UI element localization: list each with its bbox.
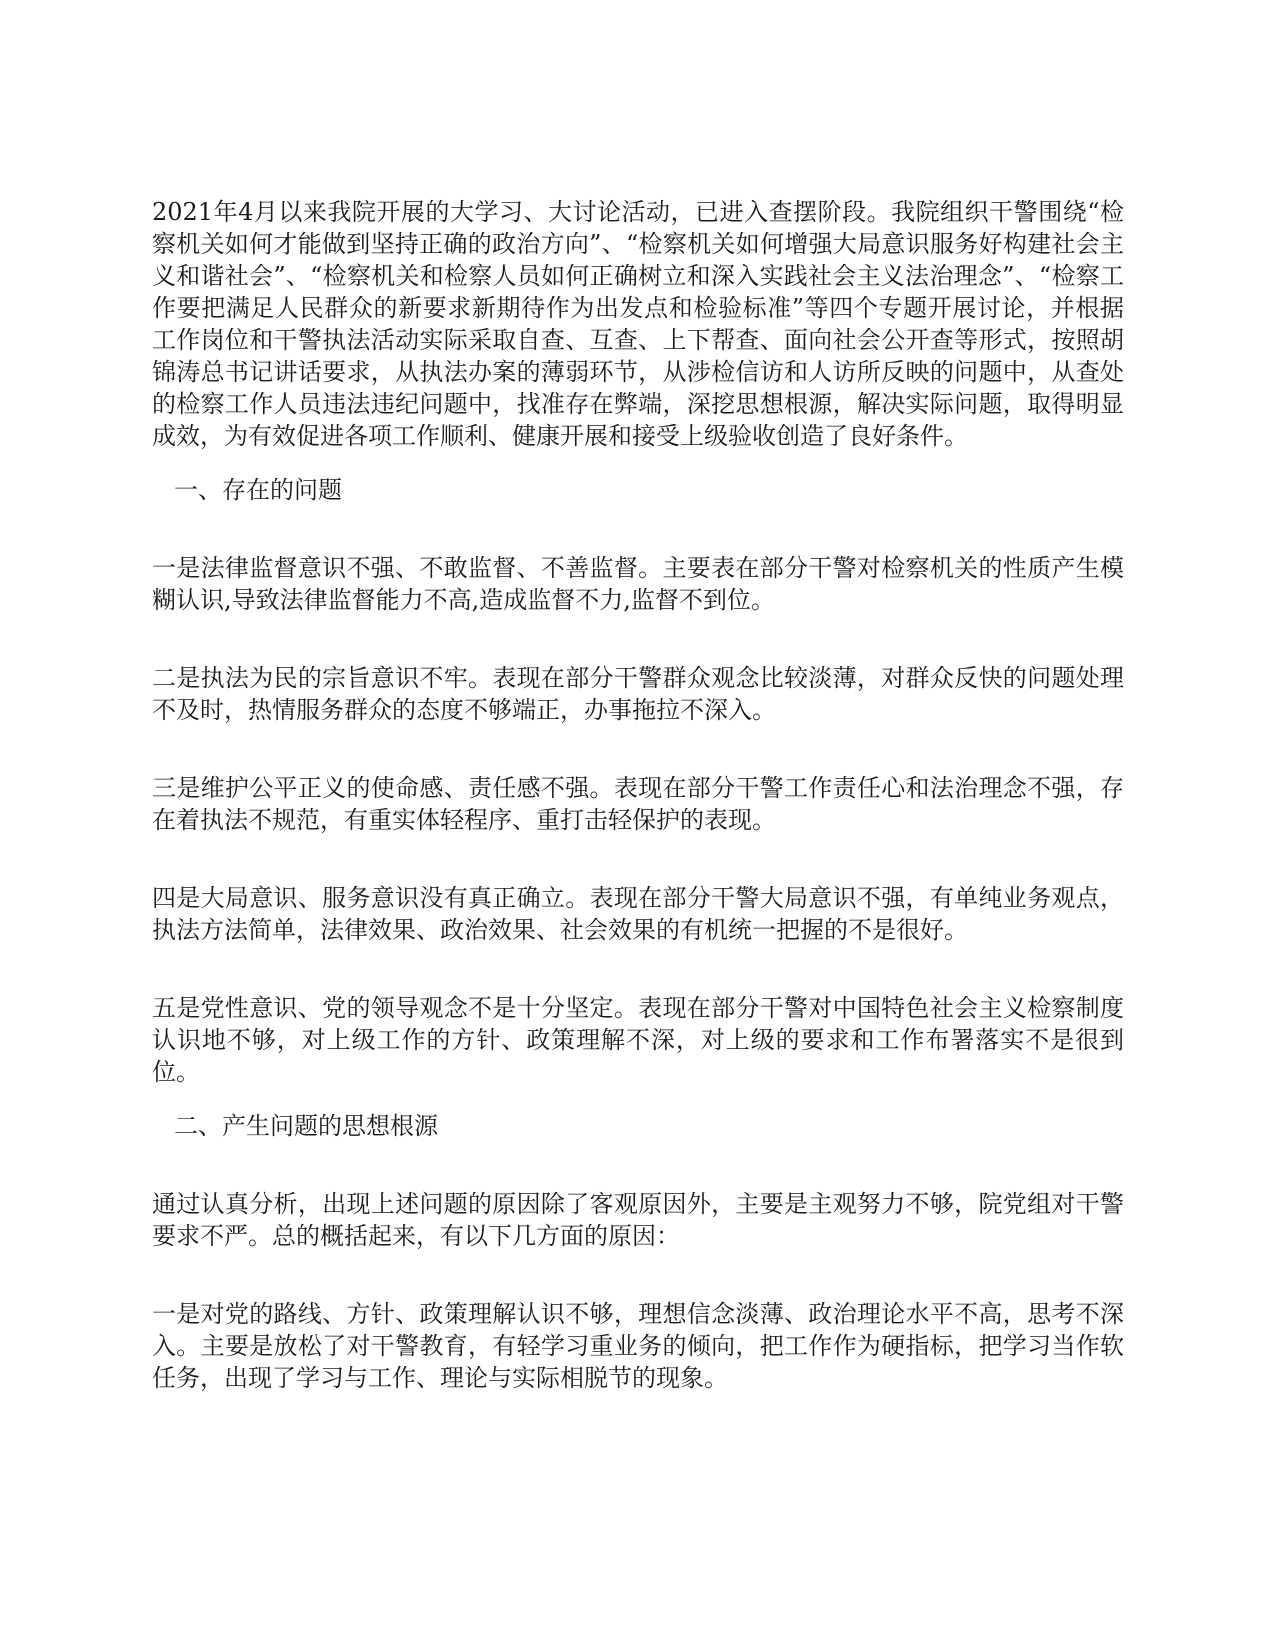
problem-paragraph-4: 四是大局意识、服务意识没有真正确立。表现在部分干警大局意识不强，有单纯业务观点，执法方法简单，法律效果、政治效果、社会效果的有机统一把握的不是很好。: [152, 884, 1124, 944]
problem-paragraph-1: 一是法律监督意识不强、不敢监督、不善监督。主要表在部分干警对检察机关的性质产生模糊认识,导致法律监督能力不高,造成监督不力,监督不到位。: [152, 554, 1124, 614]
document-body: [152, 196, 1124, 1394]
problem-paragraph-5: 五是党性意识、党的领导观念不是十分坚定。表现在部分干警对中国特色社会主义检察制度认识地不够，对上级工作的方针、政策理解不深，对上级的要求和工作布署落实不是很到位。: [152, 994, 1124, 1086]
roots-intro-paragraph: 通过认真分析，出现上述问题的原因除了客观原因外，主要是主观努力不够，院党组对干警要求不严。总的概括起来，有以下几方面的原因：: [152, 1190, 1124, 1250]
root-paragraph-1: 一是对党的路线、方针、政策理解认识不够，理想信念淡薄、政治理论水平不高，思考不深入。主要是放松了对干警教育，有轻学习重业务的倾向，把工作作为硬指标，把学习当作软任务，出现了学习与工作、理论与实际相脱节的现象。: [152, 1300, 1124, 1392]
problem-paragraph-3: 三是维护公平正义的使命感、责任感不强。表现在部分干警工作责任心和法治理念不强，存在着执法不规范，有重实体轻程序、重打击轻保护的表现。: [152, 774, 1124, 834]
problem-paragraph-2: 二是执法为民的宗旨意识不牢。表现在部分干警群众观念比较淡薄，对群众反快的问题处理不及时，热情服务群众的态度不够端正，办事拖拉不深入。: [152, 664, 1124, 724]
section-heading-problems: 一、存在的问题: [174, 476, 342, 504]
intro-paragraph: 2021年4月以来我院开展的大学习、大讨论活动，已进入查摆阶段。我院组织干警围绕“检察机关如何才能做到坚持正确的政治方向”、“检察机关如何增强大局意识服务好构建社会主义和谐社会”、“检察机关和检察人员如何正确树立和深入实践社会主义法治理念”、“检察工作要把满足人民群众的新要求新期待作为出发点和检验标准”等四个专题开展讨论，并根据工作岗位和干警执法活动实际采取自查、互查、上下帮查、面向社会公开查等形式，按照胡锦涛总书记讲话要求，从执法办案的薄弱环节，从涉检信访和人访所反映的问题中，从查处的检察工作人员违法违纪问题中，找准存在弊端，深挖思想根源，解决实际问题，取得明显成效，为有效促进各项工作顺利、健康开展和接受上级验收创造了良好条件。: [152, 198, 1124, 450]
section-heading-roots: 二、产生问题的思想根源: [174, 1112, 438, 1140]
